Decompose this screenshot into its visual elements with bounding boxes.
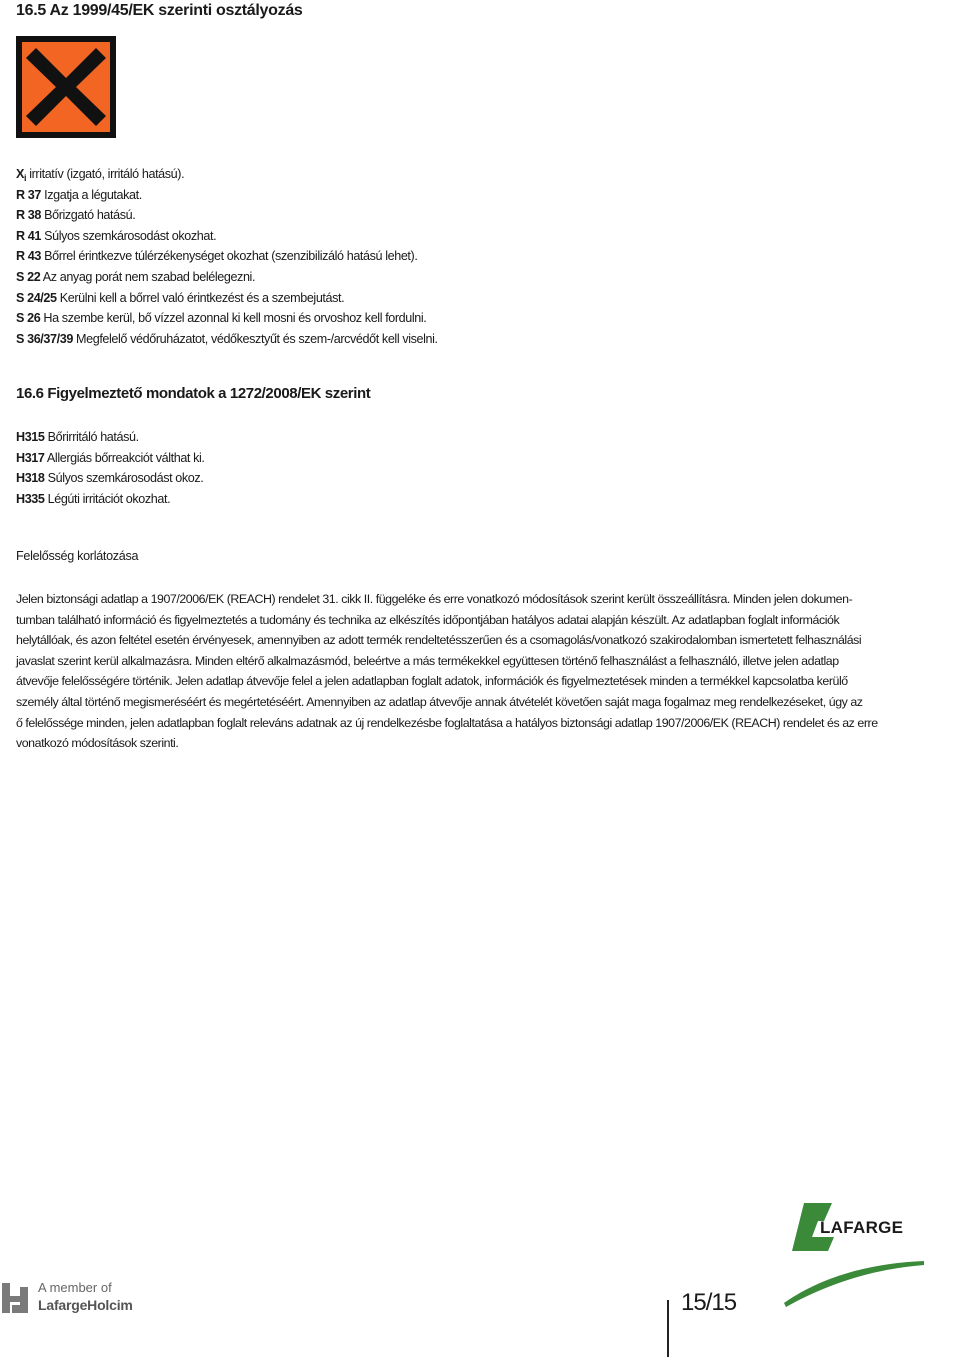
phrase-text: Kerülni kell a bőrrel való érintkezést és a szembejutást. (56, 290, 345, 305)
member-of-text: A member of (38, 1280, 112, 1295)
statement-line (16, 448, 205, 469)
paragraph-line: helytállóak, és azon feltétel esetén érvényesek, amennyiben az adott termék rendeltetésszerűen és a csomagolás/vonatkozó szakirodalomban ismertetett felhasználási (16, 633, 862, 648)
paragraph-line: átvevője felelősségére történik. Jelen adatlap átvevője felel a jelen adatlapban foglalt adatok, információk és figyelmeztetések minden a termékkel kapcsolatba kerülő (16, 674, 848, 689)
section-16-5-heading: 16.5 Az 1999/45/EK szerinti osztályozás (16, 2, 303, 19)
statement-text: Allergiás bőrreakciót válthat ki. (44, 450, 205, 465)
phrase-text: Az anyag porát nem szabad belélegezni. (40, 269, 256, 284)
phrase-code: S 24/25 (16, 290, 57, 305)
statement-code: H317 (16, 450, 45, 465)
paragraph-line: tumban található információ és figyelmeztetés a tudomány és technika az elkészítés időpontjában hatályos adatai alapján készült. Az adatlapban foglalt információk (16, 612, 840, 627)
lafarge-wordmark: LAFARGE (820, 1218, 904, 1237)
phrase-line (16, 288, 438, 309)
statement-line (16, 427, 205, 448)
xi-code: X (16, 167, 24, 181)
paragraph-line: vonatkozó módosítások szerinti. (16, 736, 179, 751)
phrase-text: Bőrrel érintkezve túlérzékenységet okozhat (szenzibilizáló hatású lehet). (41, 249, 418, 264)
lafarge-logo (784, 1185, 924, 1315)
liability-paragraph (16, 589, 878, 754)
paragraph-line: személy által történő megismeréséért és megértetéséért. Amennyiben az adatlap átvevője annak átvételét követően saját maga fogalmaz meg rendelkezéseket, úgy az (16, 694, 863, 709)
phrase-code: S 22 (16, 269, 41, 284)
phrase-line (16, 185, 438, 206)
statement-code: H315 (16, 430, 45, 444)
statement-line (16, 489, 205, 510)
paragraph-line: ő felelőssége minden, jelen adatlapban foglalt releváns adatnak az új rendelkezésbe foglaltatása a hatályos biztonsági adatlap 1907/2006/EK (REACH) rendelet és az erre (16, 715, 878, 730)
hazard-statement-list (16, 427, 205, 509)
phrase-line (16, 205, 438, 226)
statement-text: Légúti irritációt okozhat. (44, 491, 171, 506)
harmful-irritant-x-icon (16, 36, 116, 138)
phrase-line (16, 267, 438, 288)
phrase-line (16, 308, 438, 329)
xi-text: irritatív (izgató, irritáló hatású). (26, 167, 185, 181)
lafarge-mark-icon (784, 1185, 924, 1315)
phrase-text: Bőrizgató hatású. (41, 208, 136, 223)
phrase-text: Ha szembe kerül, bő vízzel azonnal ki kell mosni és orvoshoz kell fordulni. (40, 311, 427, 326)
lafargeholcim-member-logo (0, 1280, 160, 1320)
xi-line (16, 164, 438, 185)
phrase-text: Megfelelő védőruházatot, védőkesztyűt és szem-/arcvédőt kell viselni. (72, 331, 438, 346)
classification-list (16, 164, 438, 349)
phrase-text: Izgatja a légutakat. (41, 187, 142, 202)
lafargeholcim-mark-icon (2, 1283, 32, 1313)
phrase-code: R 41 (16, 228, 42, 243)
phrase-line (16, 226, 438, 247)
phrase-text: Súlyos szemkárosodást okozhat. (41, 228, 217, 243)
section-16-6-heading: 16.6 Figyelmeztető mondatok a 1272/2008/EK szerint (16, 385, 371, 402)
phrase-code: S 36/37/39 (16, 331, 73, 346)
statement-text: Bőrirritáló hatású. (44, 430, 139, 444)
phrase-code: R 37 (16, 187, 42, 202)
statement-line (16, 468, 205, 489)
paragraph-line: javaslat szerint kerül alkalmazásra. Minden eltérő alkalmazásmód, beleértve a más termékekkel együttesen történő felhasználást a felhasználó, illetve jelen adatlap (16, 653, 839, 668)
phrase-code: R 38 (16, 208, 42, 223)
phrase-line (16, 329, 438, 350)
page-number: 15/15 (681, 1289, 737, 1316)
statement-text: Súlyos szemkárosodást okoz. (44, 471, 204, 486)
phrase-code: R 43 (16, 249, 42, 264)
lafargeholcim-text: LafargeHolcim (38, 1297, 133, 1313)
statement-code: H318 (16, 471, 45, 486)
paragraph-line: Jelen biztonsági adatlap a 1907/2006/EK (REACH) rendelet 31. cikk II. függeléke és erre vonatkozó módosítások szerint került összeállításra. Minden jelen dokumen- (16, 592, 853, 606)
xi-subscript: i (24, 173, 27, 183)
footer-divider (667, 1300, 669, 1357)
liability-label: Felelősség korlátozása (16, 549, 139, 563)
statement-code: H335 (16, 491, 45, 506)
phrase-code: S 26 (16, 311, 41, 326)
phrase-line (16, 246, 438, 267)
